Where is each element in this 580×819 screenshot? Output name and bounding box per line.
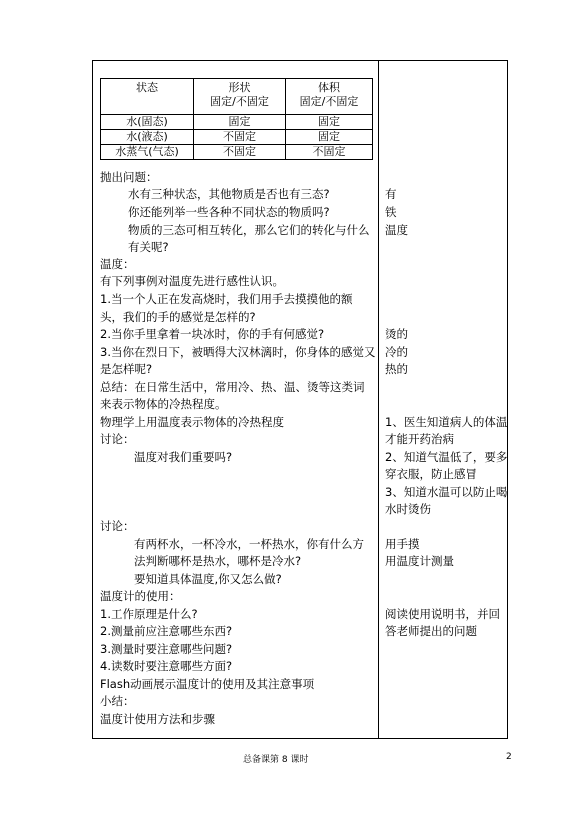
column-divider [378,60,379,739]
table-row [101,115,373,130]
text-line: 是怎样呢? [100,362,153,376]
text-line: 4.读数时要注意哪些方面? [100,659,233,673]
text-line: 物质的三态可相互转化，那么它们的转化与什么 [128,223,370,237]
text-line: 来表示物体的冷热程度。 [100,397,227,411]
text-line: 水有三种状态，其他物质是否也有三态? [128,187,330,201]
text-line: Flash动画展示温度计的使用及其注意事项 [100,677,315,691]
text-line: 总结：在日常生活中，常用冷、热、温、烫等这类词 [100,380,365,394]
table-cell: 水(固态) [101,115,194,130]
text-line: 你还能列举一些各种不同状态的物质吗? [128,205,330,219]
side-note: 热的 [385,362,408,376]
text-line: 2.当你手里拿着一块冰时，你的手有何感觉? [100,327,325,341]
side-note: 水时烫伤 [385,502,431,516]
page-number: 2 [506,752,512,762]
section-heading: 讨论： [100,519,135,533]
section-heading: 抛出问题： [100,170,158,184]
section-heading: 温度： [100,257,135,271]
side-note: 才能开药治病 [385,432,454,446]
header-cell: 体积 固定/不固定 [286,79,373,115]
text-line: 温度对我们重要吗? [134,450,233,464]
text-line: 温度计使用方法和步骤 [100,712,215,726]
side-note: 铁 [385,205,397,219]
text-line: 2.测量前应注意哪些东西? [100,624,233,638]
side-note: 有 [385,187,397,201]
text-line: 3.测量时要注意哪些问题? [100,642,233,656]
section-heading: 温度计的使用： [100,589,181,603]
text-line: 1.当一个人正在发高烧时，我们用手去摸摸他的额 [100,292,353,306]
state-table [100,78,373,160]
header-cell: 状态 [101,79,194,115]
text-line: 头，我们的手的感觉是怎样的? [100,310,256,324]
table-cell: 水(液态) [101,130,194,145]
table-row [101,145,373,160]
table-row [101,130,373,145]
text-line: 法判断哪杯是热水，哪杯是冷水? [134,554,302,568]
side-note: 烫的 [385,327,408,341]
side-note: 用温度计测量 [385,554,454,568]
side-note: 1、医生知道病人的体温 [385,415,508,429]
text-line: 有关呢? [128,240,169,254]
table-cell: 固定 [286,115,373,130]
section-heading: 讨论： [100,432,135,446]
text-line: 要知道具体温度,你又怎么做? [134,572,282,586]
state-table-header [101,79,373,115]
table-cell: 不固定 [286,145,373,160]
table-cell: 水蒸气(气态) [101,145,194,160]
table-cell: 不固定 [194,145,286,160]
side-note: 穿衣服，防止感冒 [385,467,477,481]
section-heading: 小结： [100,694,135,708]
text-line: 有两杯水，一杯冷水，一杯热水，你有什么方 [134,537,364,551]
header-cell: 形状 固定/不固定 [194,79,286,115]
text-line: 有下列事例对温度先进行感性认识。 [100,274,284,288]
text-line: 3.当你在烈日下，被晒得大汉林漓时，你身体的感觉又 [100,345,376,359]
side-note: 用手摸 [385,537,420,551]
side-note: 3、知道水温可以防止喝 [385,485,508,499]
side-note: 答老师提出的问题 [385,624,477,638]
table-cell: 固定 [286,130,373,145]
table-cell: 固定 [194,115,286,130]
table-cell: 不固定 [194,130,286,145]
side-note: 阅读使用说明书，并回 [385,607,500,621]
footer-lesson-count: 总备课第 8 课时 [243,755,309,765]
side-note: 温度 [385,223,408,237]
text-line: 物理学上用温度表示物体的冷热程度 [100,415,284,429]
side-note: 2、知道气温低了，要多 [385,450,508,464]
side-note: 冷的 [385,345,408,359]
text-line: 1.工作原理是什么? [100,607,198,621]
